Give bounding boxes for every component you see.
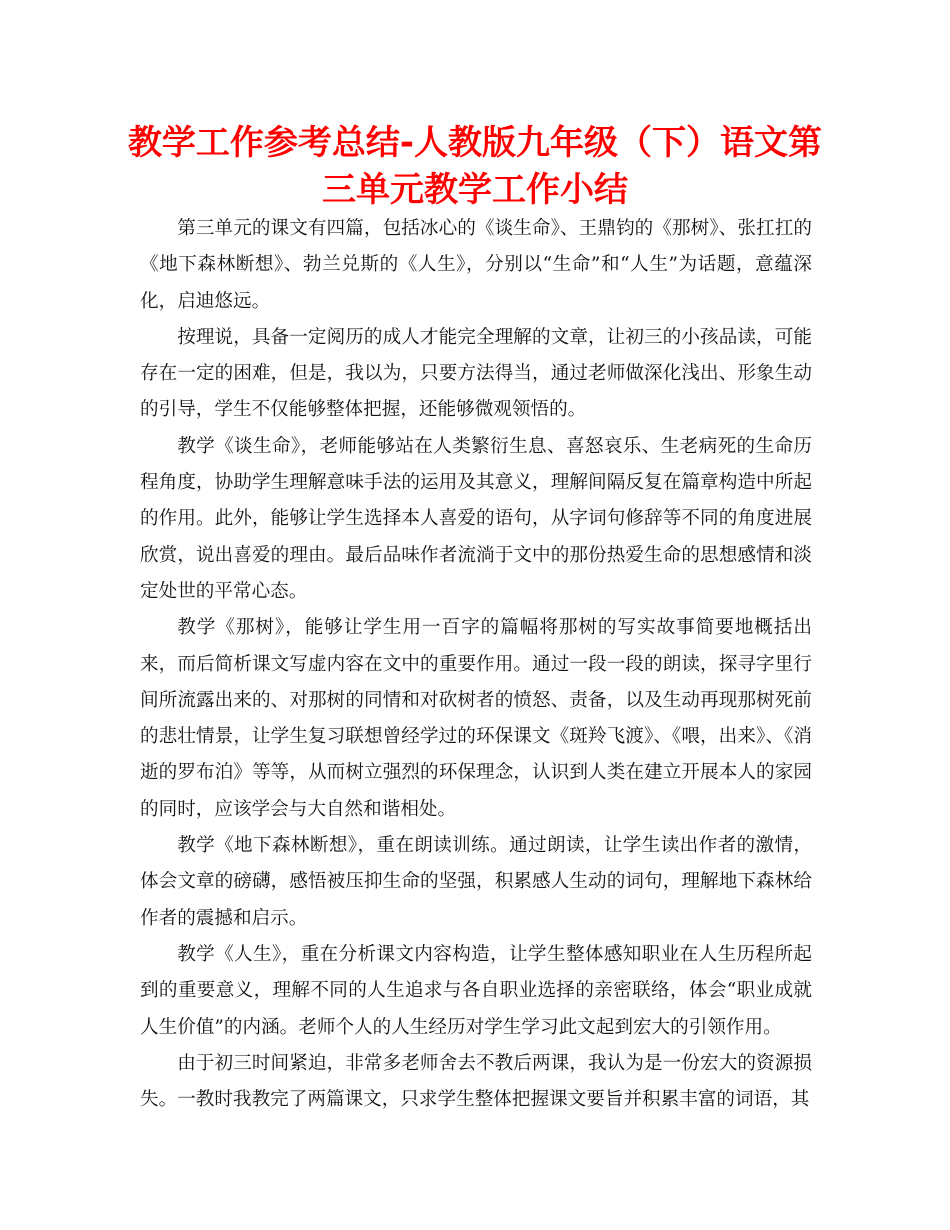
- paragraph-tan-shengming: 教学《谈生命》，老师能够站在人类繁衍生息、喜怒哀乐、生老病死的生命历程角度，协助学生理解意味手法的运用及其意义，理解间隔反复在篇章构造中所起的作用。此外，能够让学生选择本人喜爱的语句，从字词句修辞等不同的角度进展欣赏，说出喜爱的理由。最后品味作者流淌于文中的那份热爱生命的思想感情和淡定处世的平常心态。: [140, 435, 812, 602]
- paragraph-na-shu: 教学《那树》，能够让学生用一百字的篇幅将那树的写实故事简要地概括出来，而后简析课文写虚内容在文中的重要作用。通过一段一段的朗读，探寻字里行间所流露出来的、对那树的同情和对砍树者的愤怒、责备，以及生动再现那树死前的悲壮情景，让学生复习联想曾经学过的环保课文《斑羚飞渡》、《喂，出来》、《消逝的罗布泊》等等，从而树立强烈的环保理念，认识到人类在建立开展本人的家园的同时，应该学会与大自然和谐相处。: [140, 617, 812, 820]
- paragraph-time-constraint: 由于初三时间紧迫，非常多老师舍去不教后两课，我认为是一份宏大的资源损失。一教时我教完了两篇课文，只求学生整体把握课文要旨并积累丰富的词语，其: [140, 1052, 812, 1111]
- paragraph-approach: 按理说，具备一定阅历的成人才能完全理解的文章，让初三的小孩品读，可能存在一定的困难，但是，我以为，只要方法得当，通过老师做深化浅出、形象生动的引导，学生不仅能够整体把握，还能够微观领悟的。: [140, 326, 812, 421]
- paragraph-intro: 第三单元的课文有四篇，包括冰心的《谈生命》、王鼎钧的《那树》、张扛扛的《地下森林断想》、勃兰兑斯的《人生》，分别以“生命”和“人生”为话题，意蕴深化，启迪悠远。: [140, 218, 812, 312]
- paragraph-rensheng: 教学《人生》，重在分析课文内容构造，让学生整体感知职业在人生历程所起到的重要意义，理解不同的人生追求与各自职业选择的亲密联络，体会“职业成就人生价值”的内涵。老师个人的人生经历对学生学习此文起到宏大的引领作用。: [140, 943, 812, 1038]
- document-body: [140, 211, 812, 1118]
- paragraph-dixia-senlin: 教学《地下森林断想》，重在朗读训练。通过朗读，让学生读出作者的激情，体会文章的磅礴，感悟被压抑生命的坚强，积累感人生动的词句，理解地下森林给作者的震撼和启示。: [140, 835, 812, 929]
- document-title: 教学工作参考总结-人教版九年级（下）语文第三单元教学工作小结: [127, 123, 823, 210]
